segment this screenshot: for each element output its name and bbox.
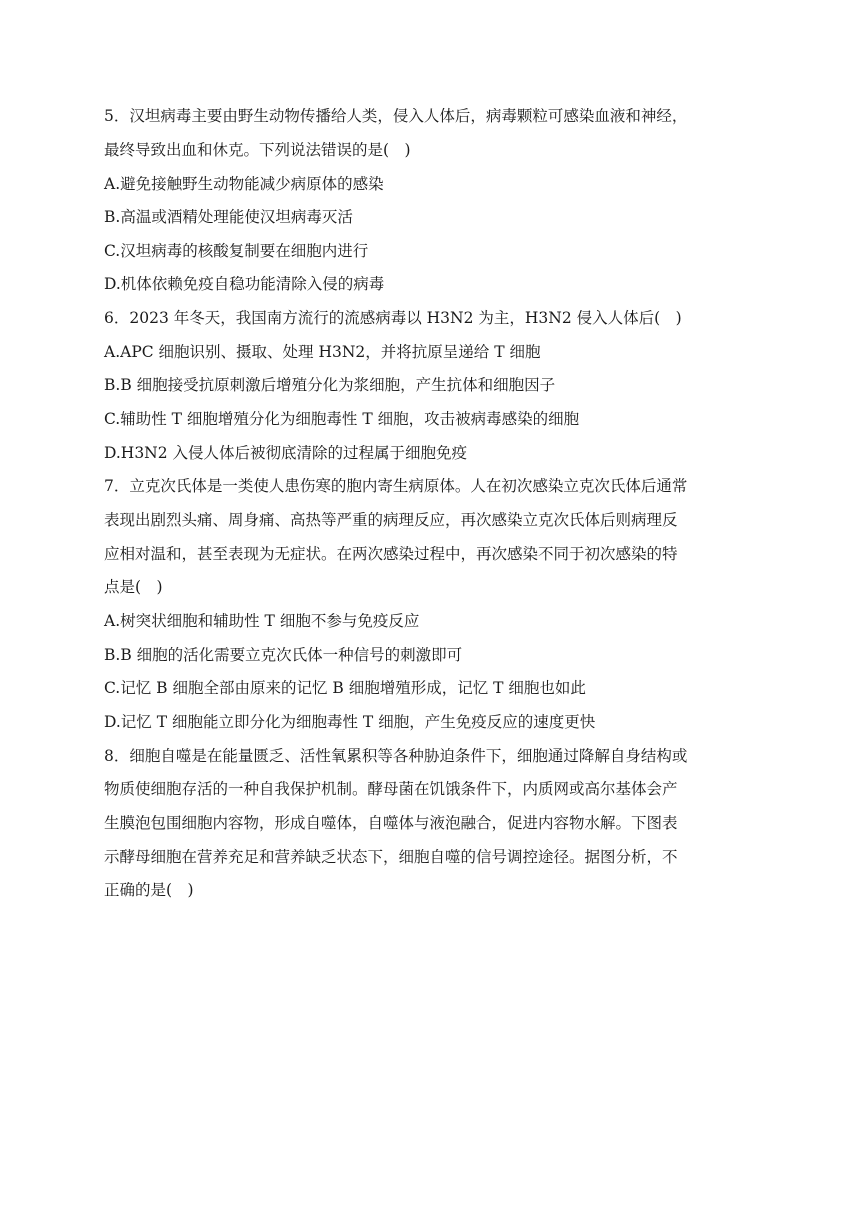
q7-stem-line-2: 表现出剧烈头痛、周身痛、高热等严重的病理反应，再次感染立克次氏体后则病理反 (104, 511, 678, 529)
q6-option-b: B.B 细胞接受抗原刺激后增殖分化为浆细胞，产生抗体和细胞因子 (104, 376, 556, 394)
q5-stem-line-2: 最终导致出血和休克。下列说法错误的是( ) (104, 141, 411, 159)
q7-option-a: A.树突状细胞和辅助性 T 细胞不参与免疫反应 (104, 612, 420, 630)
q7-stem-line-4: 点是( ) (104, 578, 163, 596)
q6-option-d: D.H3N2 入侵人体后被彻底清除的过程属于细胞免疫 (104, 444, 468, 462)
q5-option-d: D.机体依赖免疫自稳功能清除入侵的病毒 (104, 275, 385, 293)
q7-option-b: B.B 细胞的活化需要立克次氏体一种信号的刺激即可 (104, 646, 463, 664)
q8-stem-line-1: 8．细胞自噬是在能量匮乏、活性氧累积等各种胁迫条件下，细胞通过降解自身结构或 (104, 747, 688, 765)
q8-stem-line-4: 示酵母细胞在营养充足和营养缺乏状态下，细胞自噬的信号调控途径。据图分析，不 (104, 848, 678, 866)
q6-option-c: C.辅助性 T 细胞增殖分化为细胞毒性 T 细胞，攻击被病毒感染的细胞 (104, 410, 580, 428)
q8-stem-line-5: 正确的是( ) (104, 881, 194, 899)
q5-option-a: A.避免接触野生动物能减少病原体的感染 (104, 175, 384, 193)
q5-stem-line-1: 5．汉坦病毒主要由野生动物传播给人类，侵入人体后，病毒颗粒可感染血液和神经， (104, 107, 688, 125)
q7-stem-line-3: 应相对温和，甚至表现为无症状。在两次感染过程中，再次感染不同于初次感染的特 (104, 545, 678, 563)
q8-stem-line-2: 物质使细胞存活的一种自我保护机制。酵母菌在饥饿条件下，内质网或高尔基体会产 (104, 780, 678, 798)
q7-option-d: D.记忆 T 细胞能立即分化为细胞毒性 T 细胞，产生免疫反应的速度更快 (104, 713, 596, 731)
q7-option-c: C.记忆 B 细胞全部由原来的记忆 B 细胞增殖形成，记忆 T 细胞也如此 (104, 679, 586, 697)
q8-stem-line-3: 生膜泡包围细胞内容物，形成自噬体，自噬体与液泡融合，促进内容物水解。下图表 (104, 814, 678, 832)
q6-option-a: A.APC 细胞识别、摄取、处理 H3N2，并将抗原呈递给 T 细胞 (104, 343, 541, 361)
q5-option-b: B.高温或酒精处理能使汉坦病毒灭活 (104, 208, 353, 226)
q6-stem-line-1: 6．2023 年冬天，我国南方流行的流感病毒以 H3N2 为主，H3N2 侵入人体后( ) (104, 309, 682, 327)
q7-stem-line-1: 7．立克次氏体是一类使人患伤寒的胞内寄生病原体。人在初次感染立克次氏体后通常 (104, 477, 688, 495)
q5-option-c: C.汉坦病毒的核酸复制要在细胞内进行 (104, 242, 369, 260)
